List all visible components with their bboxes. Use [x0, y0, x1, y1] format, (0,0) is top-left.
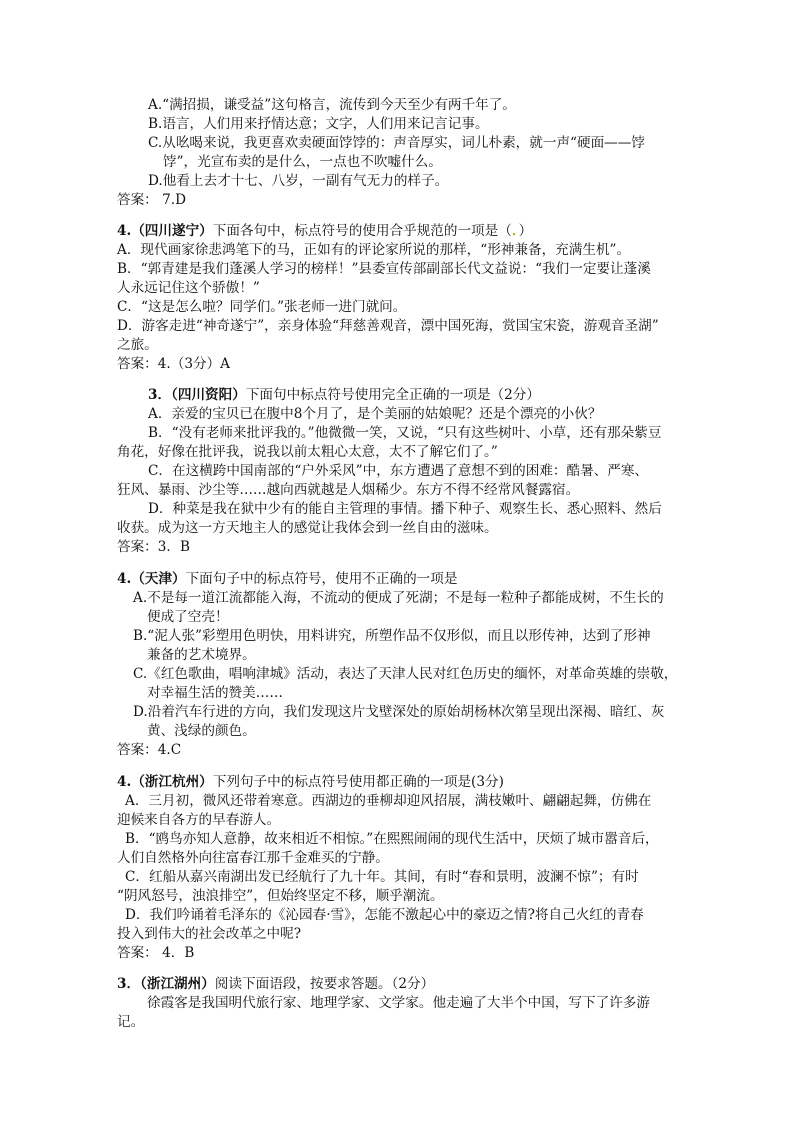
answer: 答案：3．B	[117, 539, 191, 555]
option-c: C.从吆喝来说，我更喜欢卖硬面饽饽的：声音厚实，词儿朴素，就一声“硬面——饽	[148, 135, 645, 151]
option-d-cont: 黄、浅绿的颜色。	[147, 723, 256, 739]
option-b: B．“没有老师来批评我的。”他微微一笑，又说，“只有这些树叶、小草，还有那朵紫豆	[148, 425, 662, 441]
question-text: 下面各句中，标点符号的使用合乎规范的一项是（	[212, 223, 512, 239]
passage-line: 徐霞客是我国明代旅行家、地理学家、文学家。他走遍了大半个中国，写下了许多游	[147, 995, 650, 1011]
option-b-cont: 角花，好像在批评我，说我以前太粗心太意，太不了解它们了。”	[117, 444, 498, 460]
question-stem	[117, 222, 532, 241]
question-text: 下面句中标点符号使用完全正确的一项是（2分）	[245, 387, 540, 403]
option-c: C.《红色歌曲，唱响津城》活动，表达了天津人民对红色历史的缅怀，对革命英雄的崇敬，	[133, 666, 678, 682]
answer: 答案： 4．B	[117, 945, 195, 961]
option-d: D．游客走进“神奇遂宁”，亲身体验“拜慈善观音，漂中国死海，赏国宝宋瓷，游观音圣湖”	[117, 318, 659, 334]
option-d: D．种菜是我在狱中少有的能自主管理的事情。播下种子、观察生长、悉心照料、然后	[148, 501, 662, 517]
option-c-cont: 饽”，光宣布卖的是什么，一点也不吹嘘什么。	[163, 154, 442, 170]
option-c: C．在这横跨中国南部的“户外采风”中，东方遭遇了意想不到的困难：酷暑、严寒、	[148, 463, 649, 479]
question-stem	[148, 386, 540, 405]
question-text: 下面句子中的标点符号，使用不正确的一项是	[185, 571, 458, 587]
answer: 答案： 7.D	[117, 192, 186, 208]
option-b-cont: 人们自然格外向往富春江那千金难买的宁静。	[117, 850, 389, 866]
question-text: 下列句子中的标点符号使用都正确的一项是(3分)	[212, 774, 504, 790]
option-a: A.不是每一道江流都能入海，不流动的便成了死湖；不是每一粒种子都能成树，不生长的	[133, 590, 664, 606]
passage-line-cont: 记。	[117, 1014, 145, 1030]
option-a: A.“满招损，谦受益”这句格言，流传到今天至少有两千年了。	[148, 97, 516, 113]
option-d-cont: 投入到伟大的社会改革之中呢?	[117, 926, 302, 942]
option-c: C．“这是怎么啦？同学们。”张老师一进门就问。	[117, 299, 407, 315]
option-b: B．“郭青建是我们蓬溪人学习的榜样！”县委宣传部副部长代文益说：“我们一定要让蓬溪	[117, 261, 651, 277]
option-b-cont: 兼备的艺术境界。	[147, 647, 256, 663]
option-b: B．“鸥鸟亦知人意静，故来相近不相惊。”在熙熙闹闹的现代生活中，厌烦了城市嚣音后，	[125, 831, 659, 847]
option-d-cont: 之旅。	[117, 337, 158, 353]
question-number: 4.（浙江杭州）	[117, 774, 213, 790]
option-c-cont: “阴风怒号，浊浪排空”，但始终坚定不移，顺乎潮流。	[117, 888, 444, 904]
option-a: A．亲爱的宝贝已在腹中8个月了，是个美丽的姑娘呢？还是个漂亮的小伙？	[148, 406, 602, 422]
option-a-cont: 迎候来自各方的早春游人。	[117, 812, 281, 828]
question-number: 4.（四川遂宁）	[117, 223, 213, 239]
option-a-cont: 便成了空壳！	[147, 609, 229, 625]
question-stem	[117, 975, 434, 994]
option-b: B.语言，人们用来抒情达意；文字，人们用来记言记事。	[148, 116, 489, 132]
question-text-end: ）	[518, 223, 533, 239]
option-a: A．现代画家徐悲鸿笔下的马，正如有的评论家所说的那样，“形神兼备，充满生机”。	[117, 242, 631, 258]
answer: 答案：4.C	[117, 742, 182, 758]
question-number: 3．（四川资阳）	[148, 387, 246, 403]
option-b-cont: 人永远记住这个骄傲！”	[117, 280, 260, 296]
question-number: 3．（浙江湖州）	[117, 976, 215, 992]
answer-blank: ．	[511, 223, 519, 239]
option-c: C．红船从嘉兴南湖出发已经航行了九十年。其间，有时“春和景明，波澜不惊”；有时	[125, 869, 639, 885]
option-d: D.沿着汽车行进的方向，我们发现这片戈壁深处的原始胡杨林次第呈现出深褐、暗红、灰	[133, 704, 665, 720]
option-d: D．我们吟诵着毛泽东的《沁园春·雪》，怎能不激起心中的豪迈之情?将自己火红的青春	[125, 907, 644, 923]
question-stem	[117, 773, 504, 792]
option-a: A．三月初，微风还带着寒意。西湖边的垂柳却迎风招展，满枝嫩叶、翩翩起舞，仿佛在	[125, 793, 652, 809]
option-d: D.他看上去才十七、八岁，一副有气无力的样子。	[148, 173, 449, 189]
option-b: B.“泥人张”彩塑用色明快，用料讲究，所塑作品不仅形似，而且以形传神，达到了形神	[133, 628, 651, 644]
question-stem	[117, 570, 457, 589]
question-text: 阅读下面语段，按要求答题。（2分）	[214, 976, 435, 992]
option-c-cont: 狂风、暴雨、沙尘等……越向西就越是人烟稀少。东方不得不经常风餐露宿。	[117, 482, 580, 498]
option-d-cont: 收获。成为这一方天地主人的感觉让我体会到一丝自由的滋味。	[117, 520, 498, 536]
option-c-cont: 对幸福生活的赞美……	[147, 685, 283, 701]
question-number: 4.（天津）	[117, 571, 186, 587]
answer: 答案：4.（3分）A	[117, 356, 230, 372]
